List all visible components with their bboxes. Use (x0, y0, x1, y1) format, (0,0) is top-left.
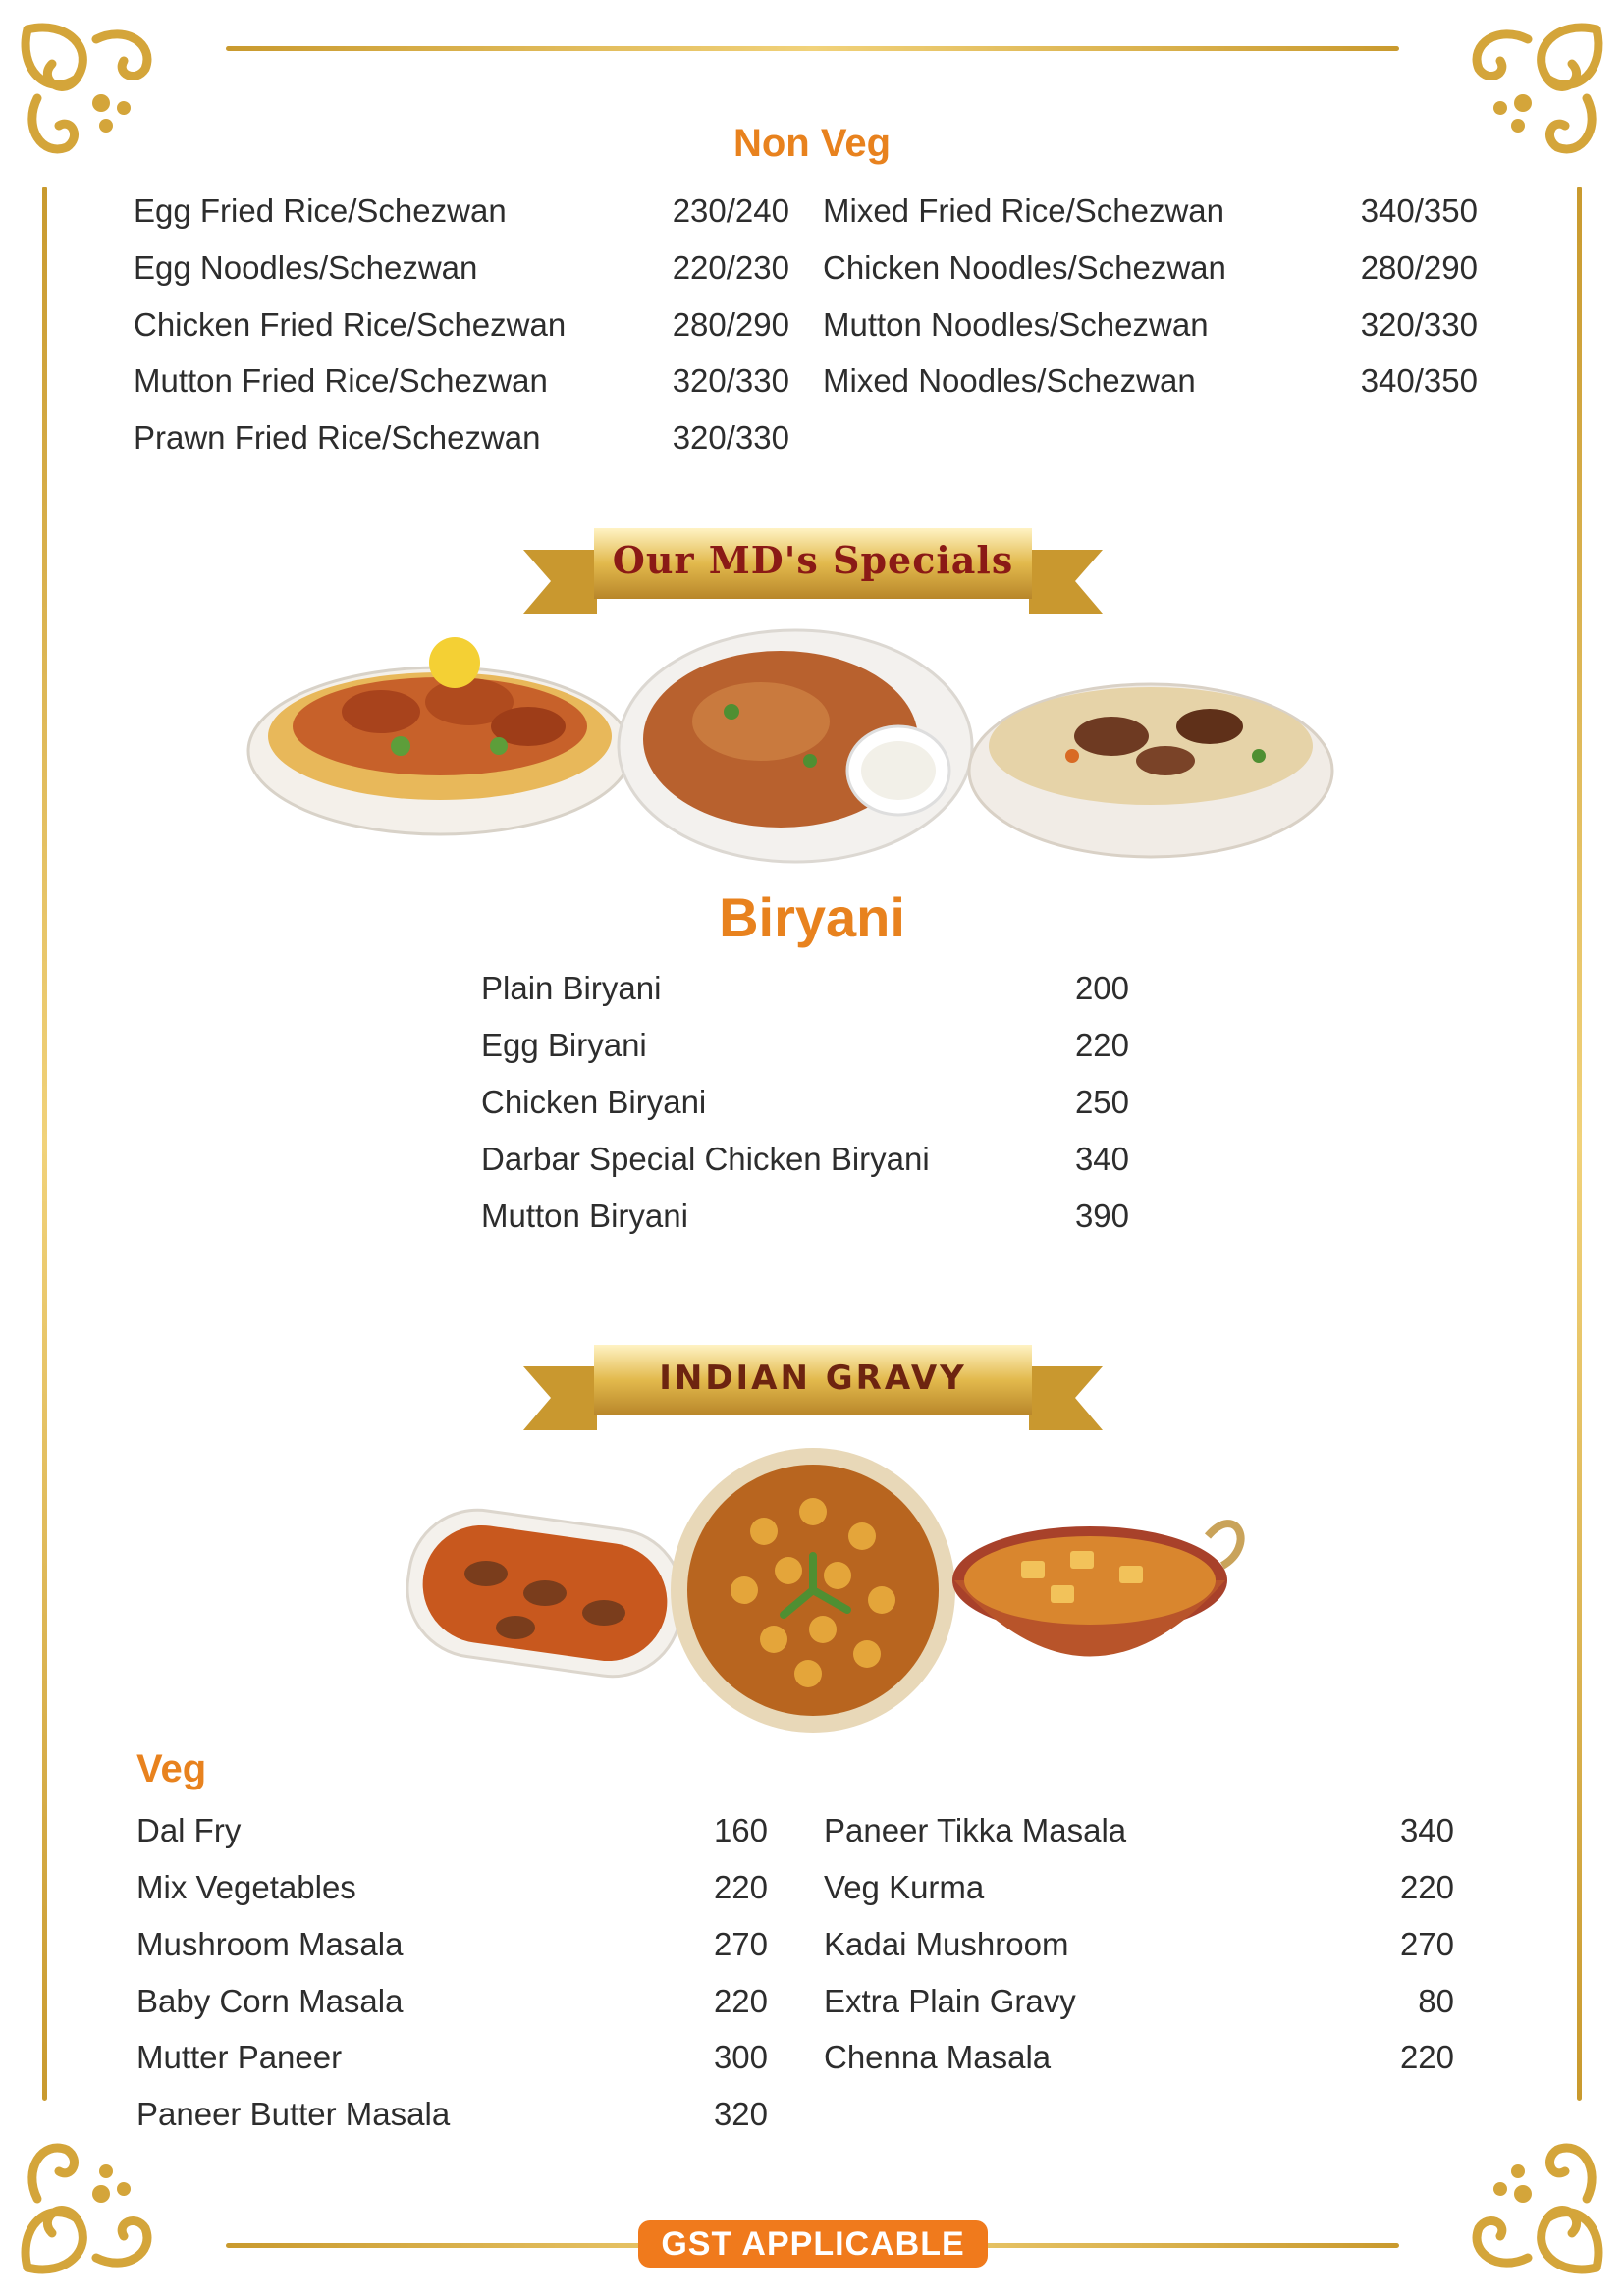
menu-item (824, 1923, 1454, 1966)
menu-item-price: 320/330 (672, 362, 789, 399)
veg-biryani-plate-image (614, 623, 977, 869)
menu-item-price: 200 (1074, 970, 1129, 1006)
menu-item (136, 1980, 768, 2023)
menu-item-name: Egg Fried Rice/Schezwan (134, 192, 507, 229)
section-title-biryani: Biryani (719, 886, 905, 948)
menu-item-name: Chenna Masala (824, 2039, 1052, 2075)
menu-item-name: Paneer Butter Masala (136, 2096, 451, 2132)
chana-masala-plate-image (666, 1443, 960, 1737)
menu-item-name: Mutton Fried Rice/Schezwan (134, 362, 548, 399)
menu-item-name: Mixed Noodles/Schezwan (823, 362, 1196, 399)
menu-item-price: 80 (1418, 1983, 1454, 2019)
menu-item-price: 340/350 (1360, 192, 1478, 229)
menu-item (481, 967, 1129, 1010)
menu-item (134, 303, 789, 347)
menu-item-price: 220 (1399, 1869, 1454, 1905)
md-specials-banner-text: Our MD's Specials (612, 538, 1014, 582)
menu-item-price: 270 (1399, 1926, 1454, 1962)
menu-item-name: Darbar Special Chicken Biryani (481, 1141, 930, 1177)
mutton-biryani-bowl-image (964, 648, 1337, 864)
menu-item-name: Chicken Fried Rice/Schezwan (134, 306, 567, 343)
menu-item (823, 359, 1478, 402)
menu-item-price: 320/330 (1360, 306, 1478, 343)
menu-item (481, 1195, 1129, 1238)
menu-item-name: Mixed Fried Rice/Schezwan (823, 192, 1224, 229)
menu-item-name: Dal Fry (136, 1812, 242, 1848)
chicken-biryani-plate-image (244, 618, 636, 844)
menu-item-name: Extra Plain Gravy (824, 1983, 1076, 2019)
menu-item (824, 1809, 1454, 1852)
menu-item (481, 1081, 1129, 1124)
frame-right-line (1577, 187, 1582, 2101)
menu-item-name: Baby Corn Masala (136, 1983, 404, 2019)
menu-item (824, 1980, 1454, 2023)
menu-item (136, 2036, 768, 2079)
menu-item (136, 1923, 768, 1966)
corner-ornament-icon (1449, 2120, 1616, 2287)
menu-item (823, 303, 1478, 347)
menu-item-name: Mutter Paneer (136, 2039, 343, 2075)
menu-item-name: Mix Vegetables (136, 1869, 356, 1905)
menu-item (136, 1809, 768, 1852)
menu-item (134, 359, 789, 402)
menu-item-name: Mushroom Masala (136, 1926, 404, 1962)
menu-item (824, 2036, 1454, 2079)
md-specials-banner (523, 520, 1103, 618)
menu-item (823, 246, 1478, 290)
menu-item-price: 320 (713, 2096, 768, 2132)
menu-item-name: Egg Biryani (481, 1027, 647, 1063)
menu-item-price: 340 (1074, 1141, 1129, 1177)
indian-gravy-banner-text: INDIAN GRAVY (659, 1359, 967, 1398)
kadai-paneer-bowl-image (943, 1487, 1247, 1703)
menu-item (481, 1138, 1129, 1181)
menu-item (824, 1866, 1454, 1909)
corner-ornament-icon (8, 2120, 175, 2287)
menu-item-price: 340/350 (1360, 362, 1478, 399)
menu-item-price: 230/240 (672, 192, 789, 229)
frame-left-line (42, 187, 47, 2101)
menu-item (136, 1866, 768, 1909)
menu-item-price: 390 (1074, 1198, 1129, 1234)
menu-item (134, 189, 789, 233)
menu-item-price: 280/290 (1360, 249, 1478, 286)
menu-item (481, 1024, 1129, 1067)
menu-item-price: 220/230 (672, 249, 789, 286)
menu-item-price: 340 (1399, 1812, 1454, 1848)
menu-item-price: 220 (713, 1983, 768, 2019)
menu-item (136, 2093, 768, 2136)
section-title-non-veg: Non Veg (732, 122, 892, 165)
indian-gravy-banner (523, 1337, 1103, 1435)
gst-applicable-badge: GST APPLICABLE (638, 2220, 988, 2268)
menu-item (823, 189, 1478, 233)
menu-item-price: 270 (713, 1926, 768, 1962)
menu-item-name: Plain Biryani (481, 970, 662, 1006)
menu-item-name: Mutton Noodles/Schezwan (823, 306, 1209, 343)
section-title-veg: Veg (136, 1747, 207, 1790)
menu-item-name: Kadai Mushroom (824, 1926, 1069, 1962)
menu-item-price: 220 (713, 1869, 768, 1905)
menu-item (134, 246, 789, 290)
menu-item-price: 300 (713, 2039, 768, 2075)
menu-item-price: 250 (1074, 1084, 1129, 1120)
menu-item-price: 280/290 (672, 306, 789, 343)
menu-item-price: 160 (713, 1812, 768, 1848)
frame-top-line (226, 46, 1399, 51)
menu-item-price: 220 (1399, 2039, 1454, 2075)
menu-item-name: Mutton Biryani (481, 1198, 688, 1234)
menu-item-name: Chicken Biryani (481, 1084, 707, 1120)
menu-item-name: Egg Noodles/Schezwan (134, 249, 478, 286)
menu-item-name: Paneer Tikka Masala (824, 1812, 1127, 1848)
mushroom-gravy-dish-image (398, 1500, 692, 1686)
menu-item-name: Prawn Fried Rice/Schezwan (134, 419, 541, 455)
menu-item-price: 220 (1074, 1027, 1129, 1063)
menu-item-name: Chicken Noodles/Schezwan (823, 249, 1226, 286)
menu-item-price: 320/330 (672, 419, 789, 455)
menu-item (134, 416, 789, 459)
menu-item-name: Veg Kurma (824, 1869, 985, 1905)
